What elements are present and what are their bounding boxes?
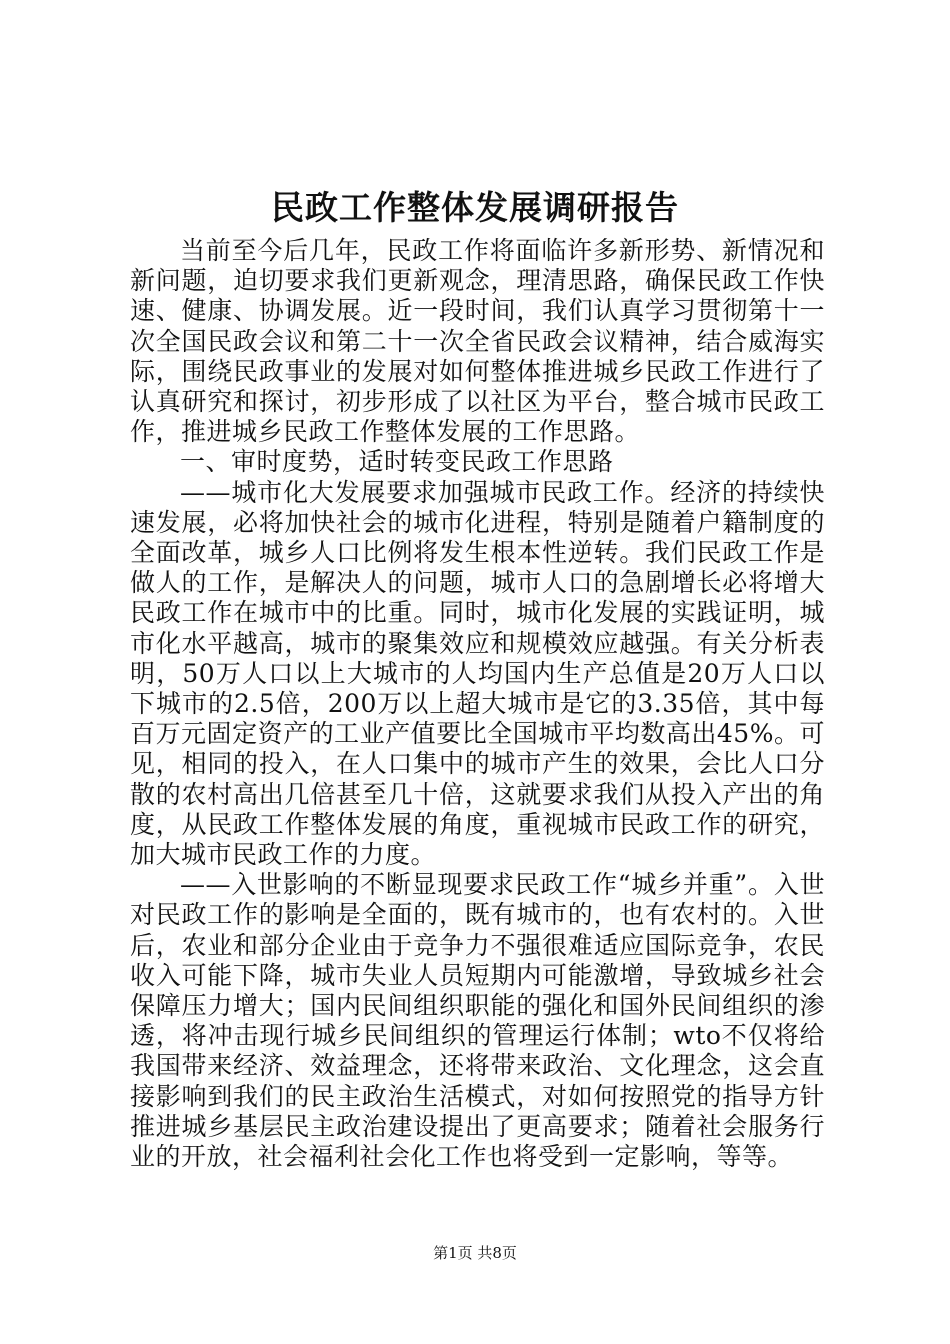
document-title: 民政工作整体发展调研报告 — [271, 188, 679, 227]
urbanization-paragraph: ——城市化大发展要求加强城市民政工作。经济的持续快速发展，必将加快社会的城市化进程，特别是随着户籍制度的全面改革，城乡人口比例将发生根本性逆转。我们民政工作是做人的工作，是解决人的问题，城市人口的急剧增长必将增大民政工作在城市中的比重。同时，城市化发展的实践证明，城市化水平越高，城市的聚集效应和规模效应越强。有关分析表明，50万人口以上大城市的人均国内生产总值是20万人口以下城市的2.5倍，200万以上超大城市是它的3.35倍，其中每百万元固定资产的工业产值要比全国城市平均数高出45%。可见，相同的投入，在人口集中的城市产生的效果，会比人口分散的农村高出几倍甚至几十倍，这就要求我们从投入产出的角度，从民政工作整体发展的角度，重视城市民政工作的研究，加大城市民政工作的力度。 — [130, 477, 825, 870]
intro-paragraph: 当前至今后几年，民政工作将面临许多新形势、新情况和新问题，迫切要求我们更新观念，理清思路，确保民政工作快速、健康、协调发展。近一段时间，我们认真学习贯彻第十一次全国民政会议和第二十一次全省民政会议精神，结合威海实际，围绕民政事业的发展对如何整体推进城乡民政工作进行了认真研究和探讨，初步形成了以社区为平台，整合城市民政工作，推进城乡民政工作整体发展的工作思路。 — [130, 236, 825, 447]
page-footer: 第1页 共8页 — [433, 1244, 517, 1262]
section-heading: 一、审时度势，适时转变民政工作思路 — [180, 447, 614, 477]
wto-paragraph: ——入世影响的不断显现要求民政工作“城乡并重”。入世对民政工作的影响是全面的，既有城市的，也有农村的。入世后，农业和部分企业由于竞争力不强很难适应国际竞争，农民收入可能下降，城市失业人员短期内可能激增，导致城乡社会保障压力增大；国内民间组织职能的强化和国外民间组织的渗透，将冲击现行城乡民间组织的管理运行体制；wto不仅将给我国带来经济、效益理念，还将带来政治、文化理念，这会直接影响到我们的民主政治生活模式，对如何按照党的指导方针推进城乡基层民主政治建设提出了更高要求；随着社会服务行业的开放，社会福利社会化工作也将受到一定影响，等等。 — [130, 870, 825, 1172]
document-body — [130, 236, 825, 1172]
